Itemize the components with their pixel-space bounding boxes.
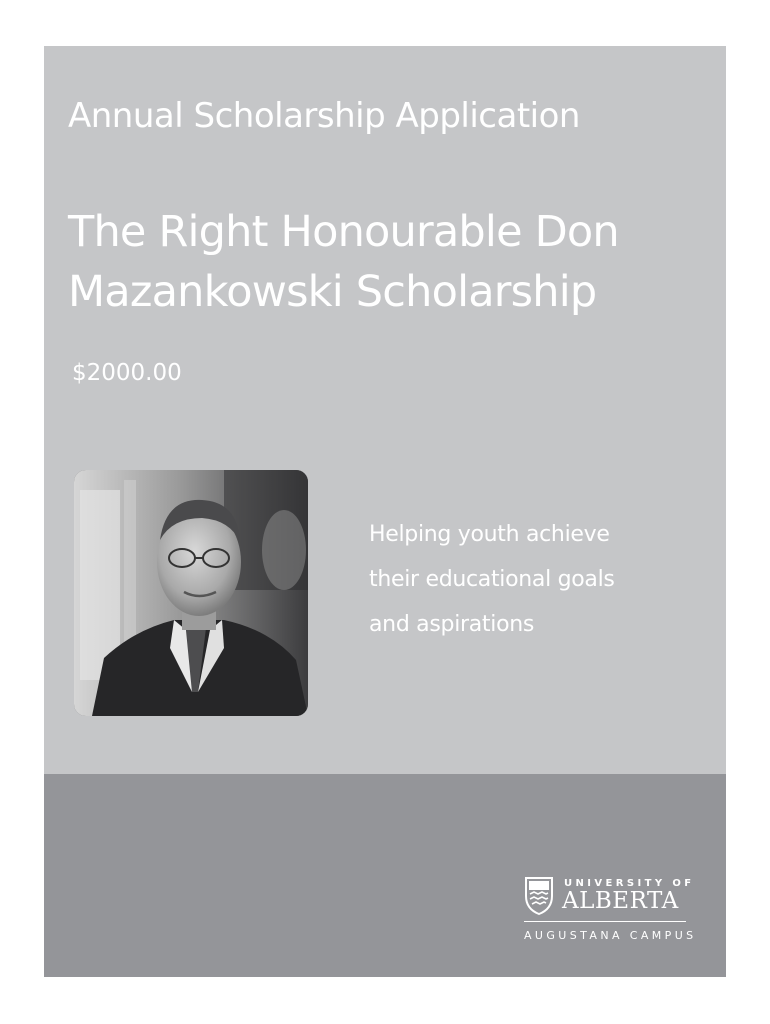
logo-divider (524, 921, 686, 922)
cover-panel (44, 46, 726, 977)
university-logo (524, 876, 697, 948)
document-type-heading: Annual Scholarship Application (68, 96, 580, 136)
portrait-photo (74, 470, 308, 716)
tagline-line-2: their educational goals (369, 567, 615, 592)
scholarship-title-line-2: Mazankowski Scholarship (68, 267, 597, 317)
logo-university-of: UNIVERSITY OF (564, 878, 695, 889)
scholarship-title (68, 202, 708, 322)
logo-alberta: ALBERTA (562, 888, 679, 914)
crest-icon (524, 876, 554, 916)
logo-campus: AUGUSTANA CAMPUS (524, 929, 697, 942)
scholarship-amount: $2000.00 (72, 360, 182, 386)
scholarship-title-line-1: The Right Honourable Don (68, 207, 619, 257)
tagline-line-3: and aspirations (369, 612, 535, 637)
tagline-line-1: Helping youth achieve (369, 522, 610, 547)
tagline (369, 512, 615, 647)
